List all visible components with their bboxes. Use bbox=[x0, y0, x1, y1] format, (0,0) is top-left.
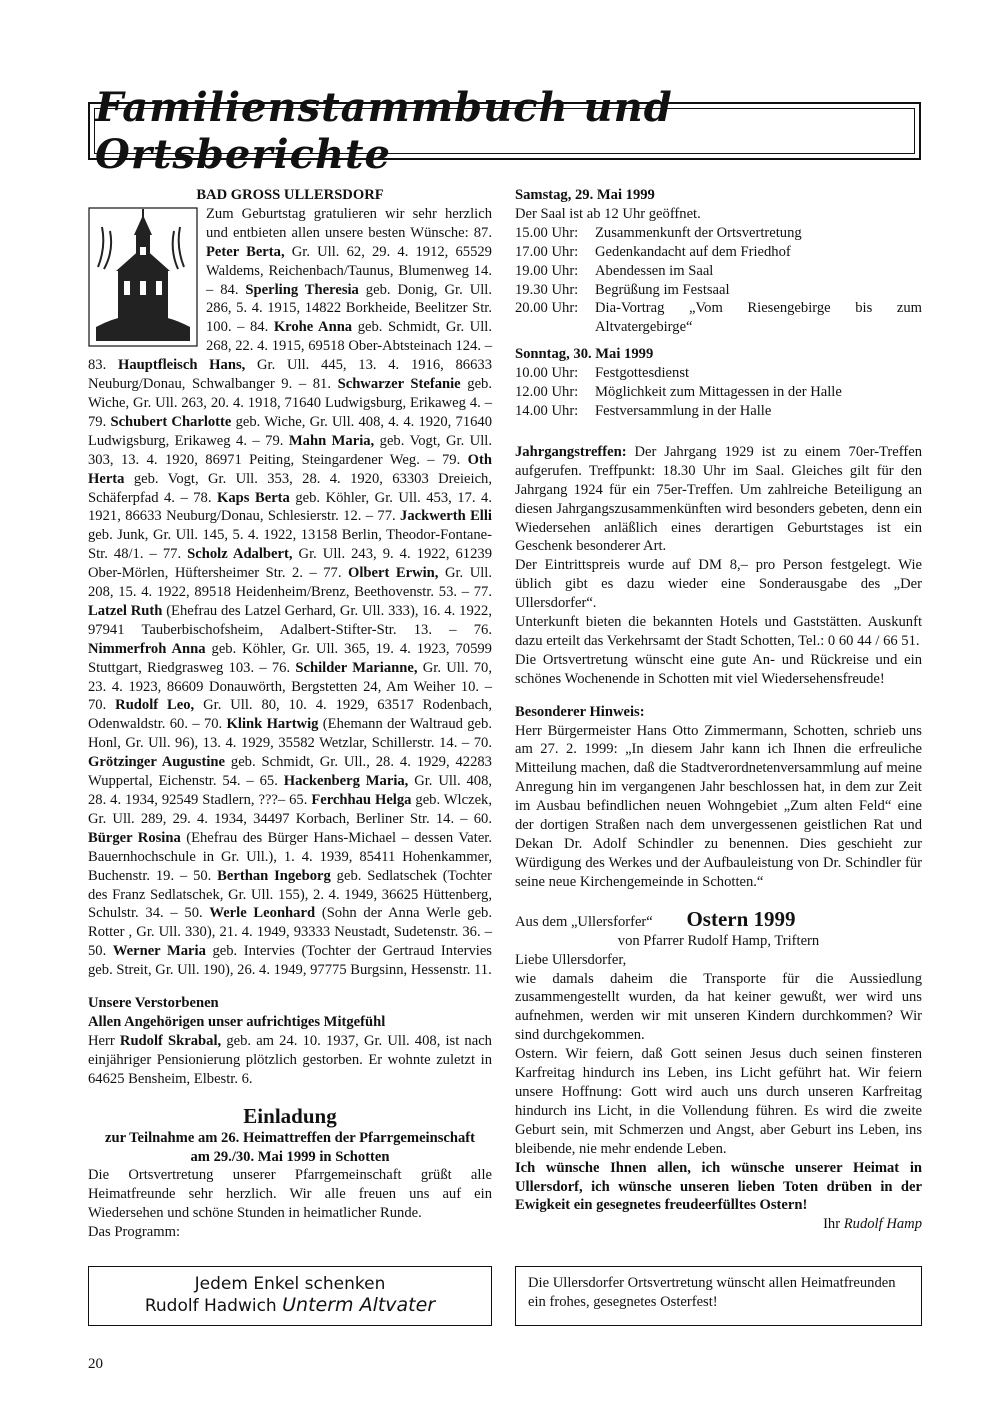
banner-title: Familienstammbuch und Ortsberichte bbox=[95, 84, 673, 178]
person-details: geb. Köhler, Gr. Ull. 453, 17. 4. 1921, 86633 Neuburg/Donau, Schlesierstr. 12. – 77. bbox=[88, 489, 492, 525]
section-banner bbox=[88, 84, 921, 178]
person-name: Schubert Charlotte bbox=[110, 413, 232, 430]
person-name: Peter Berta, bbox=[206, 243, 285, 260]
birthday-intro: Zum Geburtstag gratulieren wir sehr herzlich und entbieten allen unsere besten Wünsche: 87. bbox=[206, 205, 492, 241]
person-name: Werle Leonhard bbox=[209, 905, 316, 922]
person-name: Nimmerfroh Anna bbox=[88, 640, 206, 657]
schedule-time: 12.00 Uhr: bbox=[515, 384, 579, 401]
person-details: Gr. Ull. 62, 29. 4. 1912, 65529 Waldems, Reichenbach/Taunus, Blumenweg 14. – 84. bbox=[206, 243, 492, 298]
advert-author: Rudolf Hadwich bbox=[144, 1296, 277, 1316]
person-details: geb. Vogt, Gr. Ull. 353, 28. 4. 1920, 63303 Dreieich, Schäferpfad 4. – 78. bbox=[88, 470, 493, 506]
schedule-text: Festgottesdienst bbox=[595, 365, 690, 382]
spacer bbox=[88, 1089, 492, 1103]
schedule-text: Möglichkeit zum Mittagessen in der Halle bbox=[595, 384, 842, 401]
person-name: Schwarzer Stefanie bbox=[337, 376, 461, 393]
person-details: geb. Intervies (Tochter der Gertraud Intervies geb. Streit, Gr. Ull. 190), 26. 4. 1949, 97775 Burgsinn, Hessenstr. 11. bbox=[88, 943, 492, 979]
verstorbene-heading: Unsere Verstorbenen bbox=[88, 995, 219, 1012]
person-name: Sperling Theresia bbox=[245, 281, 359, 298]
person-name: Schilder Marianne, bbox=[295, 659, 418, 676]
einladung-programm-label: Das Programm: bbox=[88, 1224, 181, 1241]
person-details: Gr. Ull. 70, 23. 4. 1923, 86609 Donauwörth, Bergstetten 24, Am Weiher 10. – 70. bbox=[88, 659, 493, 714]
person-details: geb. Schmidt, Gr. Ull., 28. 4. 1929, 42283 Wuppertal, Eichenstr. 54. – 65. bbox=[88, 754, 492, 790]
schedule-time: 17.00 Uhr: bbox=[515, 243, 579, 260]
ostern-greeting: Liebe Ullersdorfer, bbox=[515, 951, 627, 968]
person-details: (Ehefrau des Latzel Gerhard, Gr. Ull. 333), 16. 4. 1922, 97941 Tauberbischofsheim, Adalbert-Stifter-Str. 13. – 76. bbox=[88, 602, 492, 638]
schedule-text: Gedenkandacht auf dem Friedhof bbox=[595, 243, 791, 260]
einladung-title: Einladung bbox=[243, 1103, 337, 1128]
bad-gross-ullersdorf-heading: BAD GROSS ULLERSDORF bbox=[196, 187, 384, 203]
person-details: geb. Wiche, Gr. Ull. 263, 20. 4. 1918, 71640 Ludwigsburg, Erikaweg 4. – 79. bbox=[88, 376, 492, 430]
spacer bbox=[515, 421, 922, 435]
eintrittspreis-paragraph: Der Eintrittspreis wurde auf DM 8,– pro Person festgelegt. Wie üblich gibt es dazu wieder eine Sonderausgabe des „Der Ullersdorfer“. bbox=[515, 557, 922, 612]
person-name: Scholz Adalbert, bbox=[187, 546, 293, 563]
sunday-heading: Sonntag, 30. Mai 1999 bbox=[515, 346, 654, 363]
person-name: Latzel Ruth bbox=[88, 602, 163, 619]
spacer bbox=[515, 689, 922, 703]
ostern-signature bbox=[515, 1215, 922, 1234]
person-details: (Ehefrau des Bürger Hans-Michael – dessen Vater. Bauernhochschule in Gr. Ull.), 1. 4. 1939, 85411 Hohenkammer, Buchenstr. 19. – 50. bbox=[88, 829, 492, 884]
schedule-time: 15.00 Uhr: bbox=[515, 224, 579, 241]
schedule-time: 10.00 Uhr: bbox=[515, 365, 579, 382]
easter-greeting-box: Die Ullersdorfer Ortsvertretung wünscht allen Heimatfreunden ein frohes, gesegnetes Osterfest! bbox=[515, 1266, 922, 1326]
person-details: Gr. Ull. 208, 15. 4. 1922, 89518 Heidenheim/Brenz, Beethovenstr. 53. – 77. bbox=[88, 565, 493, 601]
person-details: geb. Junk, Gr. Ull. 145, 5. 4. 1922, 13158 Berlin, Theodor-Fontane-Str. 48/1. – 77. bbox=[88, 527, 492, 563]
schedule-text: Begrüßung im Festsaal bbox=[595, 281, 730, 298]
person-name: Grötzinger Augustine bbox=[88, 754, 225, 771]
person-name: Klink Hartwig bbox=[226, 716, 319, 733]
person-details: geb. Donig, Gr. Ull. 286, 5. 4. 1915, 14822 Borkheide, Beelitzer Str. 100. – 84. bbox=[206, 281, 492, 336]
person-details: geb. Sedlatschek (Tochter des Franz Sedlatschek, Gr. Ull. 155), 2. 4. 1949, 36625 Hüttenberg, Schulstr. 34. – 50. bbox=[88, 867, 492, 922]
person-name: Hackenberg Maria, bbox=[283, 773, 409, 790]
ostern-paragraph-2: Ostern. Wir feiern, daß Gott seinen Jesus duch seinen finsteren Karfreitag hindurch ins Leben, ins Licht geführt hat. Wir feiern unsere Hoffnung: Gott wird auch uns durch unseren Karfreitag hindurch ins Licht, in die Vollendung führen. Es wird die zweite Geburt sein, mit Schmerzen und Angst, aber Geburt ins Leben, ins bleibende, nie mehr endende Leben. bbox=[515, 1046, 922, 1157]
ostern-paragraph-1: wie damals daheim die Transporte für die Aussiedlung zusammengestellt wurden, da hat keiner gewußt, wer wird uns aufnehmen, werden wir mit unseren Kindern durchkommen? Wir sind durchgekommen. bbox=[515, 970, 922, 1044]
person-details: geb. Köhler, Gr. Ull. 365, 19. 4. 1923, 70599 Stuttgart, Riedgrasweg 103. – 76. bbox=[88, 640, 492, 676]
person-name: Rudolf Leo, bbox=[115, 697, 195, 714]
schedule-row bbox=[515, 299, 922, 337]
schedule-row bbox=[515, 243, 922, 262]
advert-book-title: Unterm Altvater bbox=[282, 1294, 436, 1316]
schedule-time: 19.30 Uhr: bbox=[515, 281, 579, 298]
saturday-heading: Samstag, 29. Mai 1999 bbox=[515, 187, 655, 203]
schedule-time: 14.00 Uhr: bbox=[515, 402, 579, 419]
verstorbene-subheading: Allen Angehörigen unser aufrichtiges Mitgefühl bbox=[88, 1013, 386, 1030]
schedule-text: Abendessen im Saal bbox=[595, 262, 714, 279]
schedule-time: 19.00 Uhr: bbox=[515, 262, 579, 279]
person-details: Gr. Ull. 445, 13. 4. 1916, 86633 Neuburg/Donau, Schwalbanger 9. – 81. bbox=[88, 357, 492, 393]
verstorbene-prefix: Herr bbox=[88, 1032, 115, 1049]
ostern-bold-wish: Ich wünsche Ihnen allen, ich wünsche unserer Heimat in Ullersdorf, ich wünsche unseren lieben Toten drüben in der Ewigkeit ein gesegnetes freudeerfülltes Ostern! bbox=[515, 1159, 922, 1214]
ortsvertretung-wish-paragraph: Die Ortsvertretung wünscht eine gute An- und Rückreise und ein schönes Wochenende in Schotten mit viel Wiedersehensfreude! bbox=[515, 651, 922, 687]
person-details: geb. Wlczek, Gr. Ull. 289, 29. 4. 1934, 34497 Korbach, Berliner Str. 14. – 60. bbox=[88, 792, 492, 827]
hinweis-heading: Besonderer Hinweis: bbox=[515, 703, 645, 720]
hinweis-text: Herr Bürgermeister Hans Otto Zimmermann, Schotten, schrieb uns am 27. 2. 1999: „In diesem Jahr kann ich Ihnen die erfreuliche Mitteilung machen, daß die Stadtverordnetenversammlung auf meine Anregung hin im vergangenen Jahr beschlossen hat, in dem zur Zeit im Ausbau befindlichen neuen Wohngebiet „Zum alten Feld“ eine der dortigen Straßen nach dem unvergessenen geistlichen Rat und Dekan Dr. Adolf Schindler zu benennen. Dies geschieht zur Würdigung des Werkes und der Aufbauleistung von Dr. Schindler für seine neue Kirchengemeinde in Schotten.“ bbox=[515, 722, 922, 890]
signature-prefix: Ihr bbox=[823, 1216, 841, 1233]
page-number: 20 bbox=[88, 1356, 103, 1372]
church-emblem-icon bbox=[88, 207, 198, 347]
jahrgangstreffen-label: Jahrgangstreffen: bbox=[515, 443, 627, 460]
advert-line-1: Jedem Enkel schenken bbox=[194, 1274, 386, 1294]
advert-box bbox=[88, 1266, 492, 1326]
advert-line-2 bbox=[89, 1295, 491, 1317]
person-details: geb. Wiche, Gr. Ull. 408, 4. 4. 1920, 71640 Ludwigsburg, Erikaweg 4. – 79. bbox=[88, 413, 493, 449]
person-name: Bürger Rosina bbox=[88, 829, 181, 846]
ostern-title: Ostern 1999 bbox=[686, 906, 796, 931]
jahrgangstreffen-text: Der Jahrgang 1929 ist zu einem 70er-Treffen aufgerufen. Treffpunkt: 18.30 Uhr im Saal. Gleiches gilt für den Jahrgang 1924 für ein 75er-Treffen. Um zahlreiche Beteiligung an diesen Jahrgangszusammenkünften wird besonders gebeten, denn ein Wiedersehen anläßlich eines derartigen Geburtstages ist ein Geschenk besonderer Art. bbox=[515, 443, 922, 555]
banner-inner-frame bbox=[94, 84, 915, 178]
einladung-subtitle-1: zur Teilnahme am 26. Heimattreffen der Pfarrgemeinschaft bbox=[104, 1129, 476, 1146]
spacer bbox=[515, 337, 922, 345]
schedule-row bbox=[515, 224, 922, 243]
signature-name: Rudolf Hamp bbox=[843, 1216, 922, 1233]
saturday-open-note: Der Saal ist ab 12 Uhr geöffnet. bbox=[515, 205, 701, 222]
person-details: Gr. Ull. 408, 28. 4. 1934, 92549 Stadlern, ???– 65. bbox=[88, 773, 493, 808]
person-name: Werner Maria bbox=[112, 943, 206, 960]
spacer bbox=[515, 892, 922, 906]
person-name: Jackwerth Elli bbox=[400, 508, 492, 525]
person-name: Krohe Anna bbox=[273, 319, 353, 336]
ostern-source: Aus dem „Ullersforfer“ bbox=[515, 913, 653, 930]
verstorbene-text: geb. am 24. 10. 1937, Gr. Ull. 408, ist nach einjähriger Pensionierung plötzlich gestorben. Er wohnte zuletzt in 64625 Bensheim, Elbestr. 6. bbox=[88, 1032, 492, 1087]
spacer bbox=[515, 435, 922, 443]
person-name: Ferchhau Helga bbox=[311, 792, 412, 808]
schedule-row bbox=[515, 262, 922, 281]
saturday-schedule bbox=[515, 224, 922, 337]
person-name: Oth Herta bbox=[88, 451, 492, 487]
schedule-row bbox=[515, 402, 922, 421]
schedule-time: 20.00 Uhr: bbox=[515, 300, 579, 317]
unterkunft-paragraph: Unterkunft bieten die bekannten Hotels und Gaststätten. Auskunft dazu erteilt das Verkehrsamt der Stadt Schotten, Tel.: 0 60 44 / 66 51. bbox=[515, 614, 922, 649]
person-details: (Ehemann der Waltraud geb. Honl, Gr. Ull. 96), 13. 4. 1929, 35582 Wetzlar, Schillerstr. 14. – 70. bbox=[88, 716, 492, 752]
schedule-text: Zusammenkunft der Ortsvertretung bbox=[595, 224, 802, 241]
einladung-text: Die Ortsvertretung unserer Pfarrgemeinschaft grüßt alle Heimatfreunde sehr herzlich. Wir alle freuen uns auf ein Wiedersehen und schöne Stunden in heimatlicher Runde. bbox=[88, 1167, 492, 1222]
schedule-row bbox=[515, 281, 922, 300]
person-details: Gr. Ull. 243, 9. 4. 1922, 61239 Ober-Mörlen, Hüftersheimer Str. 2. – 77. bbox=[88, 546, 492, 582]
person-name: Hauptfleisch Hans, bbox=[117, 357, 246, 374]
schedule-row bbox=[515, 364, 922, 383]
spacer bbox=[88, 980, 492, 994]
right-column bbox=[515, 186, 922, 1234]
person-details: (Sohn der Anna Werle geb. Rotter , Gr. Ull. 330), 21. 4. 1949, 93333 Neustadt, Sudetenstr. 36. – 50. bbox=[88, 905, 493, 960]
person-name: Mahn Maria, bbox=[288, 432, 375, 449]
verstorbene-entry bbox=[88, 1032, 492, 1089]
person-details: geb. Schmidt, Gr. Ull. 268, 22. 4. 1915, 69518 Ober-Abtsteinach 124. – 83. bbox=[88, 319, 492, 374]
person-name: Berthan Ingeborg bbox=[217, 867, 331, 884]
person-name: Kaps Berta bbox=[217, 489, 290, 506]
einladung-subtitle-2: am 29./30. Mai 1999 in Schotten bbox=[190, 1148, 390, 1165]
verstorbene-name: Rudolf Skrabal, bbox=[119, 1032, 222, 1049]
schedule-text: Festversammlung in der Halle bbox=[595, 402, 772, 419]
person-details: geb. Vogt, Gr. Ull. 303, 13. 4. 1920, 86971 Peiting, Steingardener Weg. – 79. bbox=[88, 432, 492, 468]
jahrgangstreffen-paragraph bbox=[515, 443, 922, 556]
person-details: Gr. Ull. 80, 10. 4. 1929, 63517 Rodenbach, Odenwaldstr. 60. – 70. bbox=[88, 697, 492, 733]
person-name: Olbert Erwin, bbox=[348, 565, 439, 582]
ostern-author: von Pfarrer Rudolf Hamp, Triftern bbox=[617, 932, 820, 949]
schedule-text: Dia-Vortrag „Vom Riesengebirge bis zum Altvatergebirge“ bbox=[595, 300, 922, 336]
ostern-source-line bbox=[515, 906, 922, 932]
left-column bbox=[88, 186, 492, 1242]
sunday-schedule bbox=[515, 364, 922, 421]
schedule-row bbox=[515, 383, 922, 402]
